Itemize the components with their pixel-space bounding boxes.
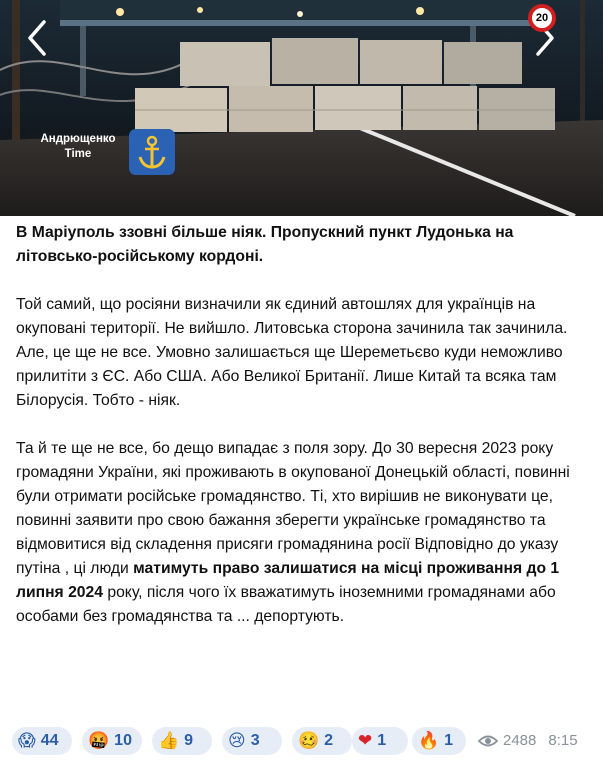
crying-emoji-icon: 😢 <box>228 731 246 751</box>
woozy-emoji-icon: 🥴 <box>298 731 320 751</box>
reaction-scream[interactable] <box>12 727 72 755</box>
post-paragraph-1: Той самий, що росіяни визначили як єдиний автошлях для українців на окуповані території. Не вийшло. Литовська сторона зачинила так зачинила. <box>16 296 568 337</box>
reaction-woozy[interactable] <box>292 727 352 755</box>
reaction-count: 1 <box>444 732 454 749</box>
reaction-fire[interactable] <box>412 727 466 755</box>
bold-fragment: матимуть право залишатися на місці проживання до 1 липня 2024 <box>16 560 560 601</box>
post-text <box>16 221 596 629</box>
heart-emoji-icon: ❤ <box>358 731 373 751</box>
reaction-count: 10 <box>114 732 132 749</box>
chevron-left-icon <box>24 18 50 58</box>
scream-emoji-icon: 😱 <box>18 731 36 751</box>
border-checkpoint-photo <box>0 0 603 216</box>
post-meta <box>478 732 578 749</box>
watermark-text <box>32 132 124 162</box>
thumbs-up-emoji-icon: 👍 <box>158 731 180 751</box>
fire-emoji-icon: 🔥 <box>418 731 440 751</box>
reaction-count: 1 <box>377 732 387 749</box>
reaction-count: 2 <box>324 732 334 749</box>
eye-icon <box>478 734 498 748</box>
anchor-logo-icon <box>129 129 175 175</box>
angry-emoji-icon: 🤬 <box>88 731 110 751</box>
reaction-count: 3 <box>250 732 260 749</box>
watermark-line1: Андрющенко <box>40 133 116 145</box>
previous-photo-button[interactable] <box>24 18 50 58</box>
views-count: 2488 <box>503 732 537 749</box>
reaction-thumbs-up[interactable] <box>152 727 212 755</box>
reaction-crying[interactable] <box>222 727 282 755</box>
reaction-heart[interactable] <box>352 727 408 755</box>
post-paragraph-2: Але, це ще не все. Умовно залишається ще Шереметьєво куди неможливо прилитіти з ЄС. Або США. Або Великої Британії. Лише Китай та всяка там Білорусія. Тобто - ніяк. <box>16 344 563 409</box>
post-time: 8:15 <box>548 732 578 749</box>
speed-limit-sign: 20 <box>528 4 556 32</box>
reaction-count: 9 <box>184 732 194 749</box>
reaction-angry[interactable] <box>82 727 142 755</box>
watermark-line2: Time <box>64 148 92 160</box>
channel-watermark <box>32 132 192 176</box>
reaction-count: 44 <box>40 732 59 749</box>
post-heading: В Маріуполь ззовні більше ніяк. Пропускний пункт Лудонька на літовсько-російському кордоні. <box>16 224 514 265</box>
reactions-bar <box>12 727 602 757</box>
post-paragraph-3: Та й те ще не все, бо дещо випадає з поля зору. До 30 вересня 2023 року громадяни України, які проживають в окупованої Донецькій області, повинні були отримати російське громадянство. Ті, хто вирішив не виконувати це, повинні заявити про свою бажання зберегти українське громадянство та відмовитися від складення присяги громадянина росії Відповідно до указу путіна , ці люди матимуть право залишатися на місці проживання до 1 липня 2024 року, після чого їх вважатимуть іноземними громадянами або особами без громадянства та ... депортують. <box>16 440 570 625</box>
post-photo[interactable] <box>0 0 603 216</box>
